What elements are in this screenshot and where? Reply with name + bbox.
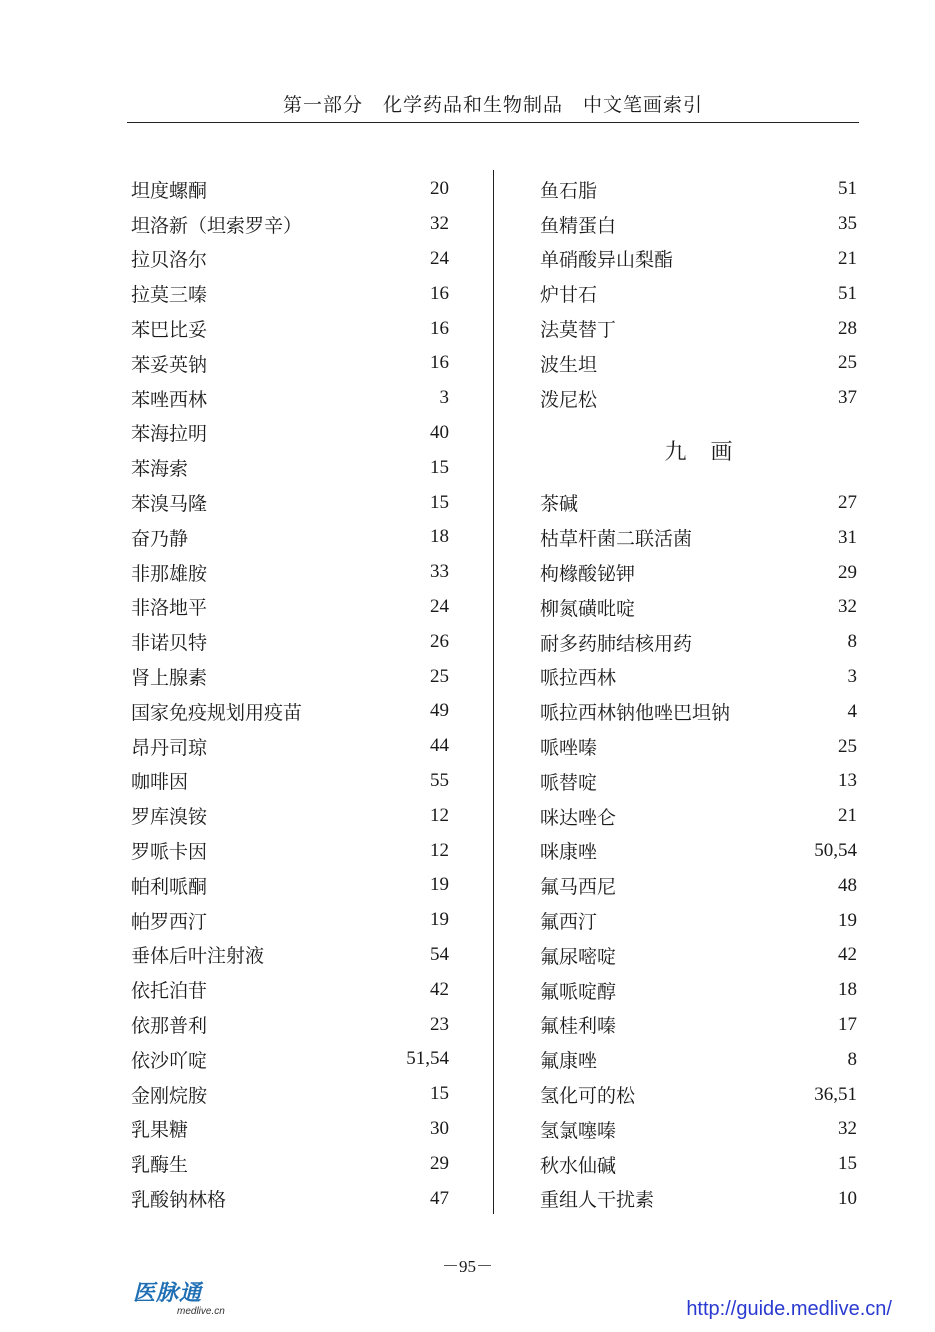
index-entry bbox=[540, 1182, 857, 1217]
index-entry bbox=[131, 1077, 449, 1112]
index-entry bbox=[131, 1146, 449, 1181]
index-entry bbox=[131, 833, 449, 868]
entry-page: 47 bbox=[430, 1187, 449, 1209]
index-entry bbox=[540, 172, 857, 207]
entry-name: 氟桂利嗪 bbox=[540, 1015, 617, 1038]
entry-name: 鱼石脂 bbox=[540, 179, 598, 202]
entry-name: 泼尼松 bbox=[540, 388, 598, 411]
entry-name: 帕利哌酮 bbox=[131, 875, 208, 898]
logo-subtext: medlive.cn bbox=[177, 1306, 225, 1317]
index-entry bbox=[131, 311, 449, 346]
entry-page: 51 bbox=[838, 282, 857, 304]
entry-page: 16 bbox=[430, 352, 449, 374]
entry-name: 氟哌啶醇 bbox=[540, 980, 617, 1003]
entry-page: 15 bbox=[430, 1083, 449, 1105]
entry-name: 苯唑西林 bbox=[131, 388, 208, 411]
entry-name: 乳酶生 bbox=[131, 1154, 189, 1177]
entry-name: 重组人干扰素 bbox=[540, 1189, 655, 1212]
entry-name: 苯海索 bbox=[131, 458, 189, 481]
entry-name: 咪康唑 bbox=[540, 841, 598, 864]
entry-page: 15 bbox=[838, 1153, 857, 1175]
entry-page: 23 bbox=[430, 1013, 449, 1035]
entry-name: 波生坦 bbox=[540, 353, 598, 376]
entry-name: 咖啡因 bbox=[131, 771, 189, 794]
index-entry bbox=[540, 486, 857, 521]
entry-page: 49 bbox=[430, 700, 449, 722]
entry-name: 苯海拉明 bbox=[131, 423, 208, 446]
index-entry bbox=[131, 1181, 449, 1216]
index-entry bbox=[540, 520, 857, 555]
index-entry bbox=[540, 590, 857, 625]
index-entry bbox=[131, 381, 449, 416]
right-top-list bbox=[540, 172, 857, 416]
entry-page: 26 bbox=[430, 630, 449, 652]
entry-page: 37 bbox=[838, 387, 857, 409]
index-entry bbox=[131, 346, 449, 381]
entry-page: 17 bbox=[838, 1013, 857, 1035]
index-entry bbox=[540, 555, 857, 590]
entry-page: 54 bbox=[430, 943, 449, 965]
index-entry bbox=[131, 972, 449, 1007]
entry-page: 21 bbox=[838, 247, 857, 269]
entry-name: 昂丹司琼 bbox=[131, 736, 208, 759]
entry-page: 19 bbox=[838, 909, 857, 931]
index-entry bbox=[131, 868, 449, 903]
entry-page: 15 bbox=[430, 491, 449, 513]
index-entry bbox=[540, 276, 857, 311]
entry-page: 8 bbox=[847, 631, 857, 653]
entry-name: 奋乃静 bbox=[131, 527, 189, 550]
entry-name: 非洛地平 bbox=[131, 597, 208, 620]
index-entry bbox=[540, 1112, 857, 1147]
index-entry bbox=[131, 1112, 449, 1147]
entry-name: 氟尿嘧啶 bbox=[540, 945, 617, 968]
index-entry bbox=[131, 416, 449, 451]
index-entry bbox=[540, 868, 857, 903]
right-index-column bbox=[540, 172, 857, 1216]
entry-name: 国家免疫规划用疫苗 bbox=[131, 701, 303, 724]
entry-name: 鱼精蛋白 bbox=[540, 214, 617, 237]
entry-page: 12 bbox=[430, 839, 449, 861]
entry-name: 罗库溴铵 bbox=[131, 806, 208, 829]
entry-name: 乳果糖 bbox=[131, 1119, 189, 1142]
entry-page: 32 bbox=[430, 213, 449, 235]
entry-page: 12 bbox=[430, 804, 449, 826]
entry-page: 3 bbox=[439, 387, 449, 409]
index-entry bbox=[131, 485, 449, 520]
entry-page: 19 bbox=[430, 874, 449, 896]
index-entry bbox=[131, 1042, 449, 1077]
index-entry bbox=[131, 276, 449, 311]
entry-page: 25 bbox=[838, 735, 857, 757]
entry-page: 55 bbox=[430, 769, 449, 791]
entry-page: 32 bbox=[838, 1118, 857, 1140]
entry-name: 乳酸钠林格 bbox=[131, 1189, 227, 1211]
entry-name: 咪达唑仑 bbox=[540, 806, 617, 829]
entry-name: 非那雄胺 bbox=[131, 562, 208, 585]
entry-name: 依那普利 bbox=[131, 1015, 208, 1038]
index-entry bbox=[131, 938, 449, 973]
entry-name: 秋水仙碱 bbox=[540, 1154, 617, 1177]
index-entry bbox=[131, 1007, 449, 1042]
entry-page: 29 bbox=[838, 561, 857, 583]
right-bottom-list bbox=[540, 486, 857, 1217]
entry-name: 苯妥英钠 bbox=[131, 353, 208, 376]
entry-page: 27 bbox=[838, 491, 857, 513]
entry-page: 16 bbox=[430, 282, 449, 304]
entry-page: 32 bbox=[838, 596, 857, 618]
entry-name: 非诺贝特 bbox=[131, 632, 208, 655]
entry-name: 枯草杆菌二联活菌 bbox=[540, 528, 693, 551]
index-entry bbox=[131, 590, 449, 625]
index-entry bbox=[540, 799, 857, 834]
index-entry bbox=[540, 764, 857, 799]
page-number: －95－ bbox=[442, 1257, 493, 1276]
index-entry bbox=[131, 207, 449, 242]
index-entry bbox=[131, 450, 449, 485]
entry-name: 帕罗西汀 bbox=[131, 910, 208, 933]
entry-name: 坦度螺酮 bbox=[131, 179, 208, 202]
entry-name: 法莫替丁 bbox=[540, 319, 617, 342]
index-entry bbox=[540, 346, 857, 381]
index-entry bbox=[540, 625, 857, 660]
entry-name: 哌唑嗪 bbox=[540, 737, 598, 760]
entry-page: 31 bbox=[838, 526, 857, 548]
entry-page: 24 bbox=[430, 595, 449, 617]
index-entry bbox=[540, 381, 857, 416]
entry-name: 拉贝洛尔 bbox=[131, 249, 208, 272]
left-index-column bbox=[131, 172, 449, 1216]
entry-page: 18 bbox=[430, 526, 449, 548]
entry-name: 拉莫三嗪 bbox=[131, 284, 208, 307]
logo-text: 医脉通 bbox=[133, 1281, 203, 1306]
index-entry bbox=[540, 694, 857, 729]
index-entry bbox=[131, 242, 449, 277]
entry-page: 16 bbox=[430, 317, 449, 339]
entry-page: 42 bbox=[838, 944, 857, 966]
index-entry bbox=[131, 520, 449, 555]
entry-page: 20 bbox=[430, 178, 449, 200]
index-entry bbox=[540, 1077, 857, 1112]
entry-page: 3 bbox=[847, 665, 857, 687]
medlive-logo bbox=[133, 1282, 243, 1322]
entry-page: 33 bbox=[430, 561, 449, 583]
entry-page: 40 bbox=[430, 421, 449, 443]
entry-name: 垂体后叶注射液 bbox=[131, 945, 265, 968]
index-entry bbox=[540, 729, 857, 764]
index-entry bbox=[540, 660, 857, 695]
entry-name: 单硝酸异山梨酯 bbox=[540, 249, 674, 272]
entry-name: 氢化可的松 bbox=[540, 1085, 636, 1108]
entry-name: 枸橼酸铋钾 bbox=[540, 563, 636, 586]
entry-page: 29 bbox=[430, 1152, 449, 1174]
entry-page: 19 bbox=[430, 909, 449, 931]
entry-name: 哌替啶 bbox=[540, 771, 598, 794]
entry-page: 51 bbox=[838, 178, 857, 200]
entry-name: 耐多药肺结核用药 bbox=[540, 632, 693, 655]
index-entry bbox=[131, 172, 449, 207]
index-entry bbox=[540, 1042, 857, 1077]
index-entry bbox=[131, 694, 449, 729]
entry-name: 依沙吖啶 bbox=[131, 1049, 208, 1072]
entry-page: 4 bbox=[847, 700, 857, 722]
entry-page: 35 bbox=[838, 213, 857, 235]
entry-page: 25 bbox=[838, 352, 857, 374]
entry-page: 48 bbox=[838, 874, 857, 896]
entry-name: 肾上腺素 bbox=[131, 667, 208, 690]
entry-name: 氢氯噻嗪 bbox=[540, 1119, 617, 1142]
entry-name: 哌拉西林 bbox=[540, 667, 617, 690]
entry-page: 50,54 bbox=[814, 839, 857, 861]
entry-page: 28 bbox=[838, 317, 857, 339]
entry-name: 炉甘石 bbox=[540, 284, 598, 307]
entry-page: 21 bbox=[838, 805, 857, 827]
index-entry bbox=[540, 938, 857, 973]
index-entry bbox=[540, 903, 857, 938]
index-entry bbox=[540, 1147, 857, 1182]
entry-page: 24 bbox=[430, 247, 449, 269]
entry-page: 51,54 bbox=[406, 1048, 449, 1070]
section-heading-nine-strokes: 九画 bbox=[664, 440, 757, 466]
entry-name: 氟马西尼 bbox=[540, 876, 617, 899]
entry-page: 13 bbox=[838, 770, 857, 792]
entry-page: 36,51 bbox=[814, 1083, 857, 1105]
entry-page: 15 bbox=[430, 456, 449, 478]
index-entry bbox=[131, 729, 449, 764]
index-entry bbox=[131, 764, 449, 799]
entry-page: 8 bbox=[847, 1048, 857, 1070]
entry-name: 柳氮磺吡啶 bbox=[540, 597, 636, 620]
index-entry bbox=[540, 1008, 857, 1043]
entry-name: 氟西汀 bbox=[540, 911, 598, 934]
entry-page: 18 bbox=[838, 979, 857, 1001]
entry-name: 苯溴马隆 bbox=[131, 493, 208, 516]
entry-page: 25 bbox=[430, 665, 449, 687]
footer-url-link[interactable]: http://guide.medlive.cn/ bbox=[686, 1298, 892, 1320]
index-entry bbox=[131, 798, 449, 833]
entry-page: 44 bbox=[430, 735, 449, 757]
entry-name: 哌拉西林钠他唑巴坦钠 bbox=[540, 702, 731, 725]
index-entry bbox=[131, 659, 449, 694]
entry-name: 坦洛新（坦索罗辛） bbox=[131, 214, 303, 237]
column-divider bbox=[493, 170, 494, 1214]
entry-name: 苯巴比妥 bbox=[131, 319, 208, 342]
index-entry bbox=[540, 207, 857, 242]
index-entry bbox=[131, 555, 449, 590]
index-entry bbox=[540, 311, 857, 346]
index-entry bbox=[540, 973, 857, 1008]
page-header: 第一部分 化学药品和生物制品 中文笔画索引 bbox=[127, 90, 859, 123]
entry-name: 茶碱 bbox=[540, 493, 579, 516]
entry-name: 罗哌卡因 bbox=[131, 841, 208, 864]
entry-name: 氟康唑 bbox=[540, 1050, 598, 1073]
index-entry bbox=[540, 834, 857, 869]
entry-page: 30 bbox=[430, 1117, 449, 1139]
index-entry bbox=[540, 242, 857, 277]
entry-name: 依托泊苷 bbox=[131, 980, 208, 1003]
entry-page: 42 bbox=[430, 978, 449, 1000]
entry-page: 10 bbox=[838, 1187, 857, 1209]
index-entry bbox=[131, 903, 449, 938]
entry-name: 金刚烷胺 bbox=[131, 1084, 208, 1107]
index-entry bbox=[131, 624, 449, 659]
